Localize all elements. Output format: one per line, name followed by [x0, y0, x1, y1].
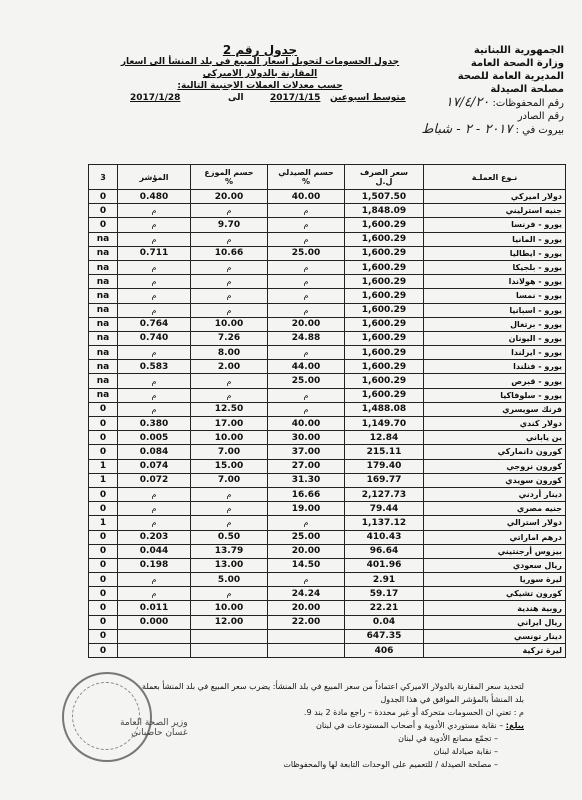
- row-distributor-discount: 7.26: [191, 331, 268, 345]
- row-index: 0.011: [118, 601, 191, 615]
- row-distributor-discount: م: [191, 232, 268, 246]
- row-left-value: na: [89, 289, 118, 303]
- row-left-value: na: [89, 360, 118, 374]
- row-index: م: [118, 374, 191, 388]
- row-left-value: 0: [89, 644, 118, 658]
- row-index: 0.074: [118, 459, 191, 473]
- row-left-value: na: [89, 275, 118, 289]
- row-currency: ليرة تركية: [424, 644, 566, 658]
- row-index: 0.072: [118, 473, 191, 487]
- row-left-value: 0: [89, 544, 118, 558]
- table-row: [89, 190, 566, 204]
- row-distributor-discount: 17.00: [191, 417, 268, 431]
- table-row: [89, 502, 566, 516]
- header-outgoing-number: رقم الصادر: [517, 111, 564, 122]
- row-index: [118, 644, 191, 658]
- row-distributor-discount: م: [191, 487, 268, 501]
- row-currency: درهم اماراتي: [424, 530, 566, 544]
- table-number: جدول رقم 2: [222, 43, 298, 57]
- row-distributor-discount: م: [191, 275, 268, 289]
- row-exchange-rate: 96.64: [345, 544, 424, 558]
- row-currency: كورون سويدي: [424, 473, 566, 487]
- row-left-value: 1: [89, 516, 118, 530]
- row-distributor-discount: 13.00: [191, 558, 268, 572]
- row-currency: روبية هندية: [424, 601, 566, 615]
- row-left-value: 0: [89, 573, 118, 587]
- ministry-header: [414, 44, 564, 137]
- row-pharmacist-discount: 25.00: [268, 246, 345, 260]
- row-currency: دولار كندي: [424, 417, 566, 431]
- header-currency: نـوع العملـة: [424, 165, 566, 190]
- title-subline: حسب معدلات العملات الاجنبية التالية:: [177, 81, 343, 91]
- row-left-value: 0: [89, 402, 118, 416]
- table-row: [89, 360, 566, 374]
- signature-title: وزير الصحة العامة: [120, 718, 188, 728]
- row-index: م: [118, 218, 191, 232]
- row-distributor-discount: م: [191, 289, 268, 303]
- row-exchange-rate: 1,848.09: [345, 204, 424, 218]
- table-row: [89, 573, 566, 587]
- row-currency: جنيه استرليني: [424, 204, 566, 218]
- row-pharmacist-discount: 24.24: [268, 587, 345, 601]
- row-distributor-discount: 0.50: [191, 530, 268, 544]
- row-index: 0.005: [118, 431, 191, 445]
- row-currency: دينار أردني: [424, 487, 566, 501]
- row-index: [118, 629, 191, 643]
- row-currency: يورو - ايرلندا: [424, 346, 566, 360]
- row-exchange-rate: 410.43: [345, 530, 424, 544]
- row-index: م: [118, 204, 191, 218]
- row-exchange-rate: 12.84: [345, 431, 424, 445]
- row-left-value: 1: [89, 473, 118, 487]
- row-currency: كورون نروجي: [424, 459, 566, 473]
- note-4: يبلغ: – نقابة مستوردي الأدوية و أصحاب المستودعات في لبنان: [315, 721, 524, 730]
- row-currency: يورو - برتغال: [424, 317, 566, 331]
- row-left-value: 0: [89, 587, 118, 601]
- row-pharmacist-discount: 31.30: [268, 473, 345, 487]
- row-distributor-discount: 13.79: [191, 544, 268, 558]
- signature-name: غسان حاصباني: [131, 728, 188, 738]
- row-left-value: 0: [89, 601, 118, 615]
- header-left-col: 3: [89, 165, 118, 190]
- table-row: [89, 232, 566, 246]
- row-currency: يورو - بلجيكا: [424, 260, 566, 274]
- row-left-value: 0: [89, 190, 118, 204]
- row-index: م: [118, 346, 191, 360]
- table-row: [89, 558, 566, 572]
- row-currency: كورون تشيكي: [424, 587, 566, 601]
- row-exchange-rate: 1,600.29: [345, 374, 424, 388]
- row-exchange-rate: 169.77: [345, 473, 424, 487]
- row-exchange-rate: 1,507.50: [345, 190, 424, 204]
- row-pharmacist-discount: 40.00: [268, 417, 345, 431]
- row-exchange-rate: 647.35: [345, 629, 424, 643]
- row-pharmacist-discount: 37.00: [268, 445, 345, 459]
- row-left-value: 0: [89, 204, 118, 218]
- row-index: م: [118, 303, 191, 317]
- row-distributor-discount: 20.00: [191, 190, 268, 204]
- row-currency: يورو - سلوفاكيا: [424, 388, 566, 402]
- row-exchange-rate: 1,488.08: [345, 402, 424, 416]
- row-pharmacist-discount: م: [268, 275, 345, 289]
- row-pharmacist-discount: م: [268, 303, 345, 317]
- row-currency: ريال سعودي: [424, 558, 566, 572]
- row-index: م: [118, 573, 191, 587]
- table-row: [89, 544, 566, 558]
- header-ministry: وزارة الصحة العامة: [470, 58, 564, 69]
- row-pharmacist-discount: 40.00: [268, 190, 345, 204]
- row-pharmacist-discount: 16.66: [268, 487, 345, 501]
- row-currency: ين ياباني: [424, 431, 566, 445]
- row-left-value: 0: [89, 431, 118, 445]
- header-index: المؤشر: [118, 165, 191, 190]
- row-pharmacist-discount: م: [268, 204, 345, 218]
- date-from: 2017/1/15: [270, 93, 321, 103]
- row-pharmacist-discount: 24.88: [268, 331, 345, 345]
- row-pharmacist-discount: م: [268, 402, 345, 416]
- row-index: م: [118, 275, 191, 289]
- row-currency: جنيه مصري: [424, 502, 566, 516]
- row-distributor-discount: 7.00: [191, 473, 268, 487]
- row-index: 0.380: [118, 417, 191, 431]
- row-exchange-rate: 1,149.70: [345, 417, 424, 431]
- row-left-value: 1: [89, 459, 118, 473]
- row-pharmacist-discount: م: [268, 232, 345, 246]
- header-exchange-rate: سعر الصرف ل.ل: [345, 165, 424, 190]
- table-row: [89, 218, 566, 232]
- row-currency: يورو - هولاندا: [424, 275, 566, 289]
- row-exchange-rate: 0.04: [345, 615, 424, 629]
- row-distributor-discount: 9.70: [191, 218, 268, 232]
- header-directorate: المديرية العامة للصحة: [457, 71, 564, 82]
- row-left-value: 0: [89, 530, 118, 544]
- row-exchange-rate: 1,600.29: [345, 388, 424, 402]
- row-exchange-rate: 1,600.29: [345, 246, 424, 260]
- row-left-value: 0: [89, 615, 118, 629]
- row-index: م: [118, 232, 191, 246]
- row-index: م: [118, 402, 191, 416]
- row-exchange-rate: 1,600.29: [345, 232, 424, 246]
- row-left-value: 0: [89, 558, 118, 572]
- row-currency: بيزوس أرجنتيني: [424, 544, 566, 558]
- table-row: [89, 473, 566, 487]
- row-index: 0.044: [118, 544, 191, 558]
- row-pharmacist-discount: 25.00: [268, 530, 345, 544]
- table-row: [89, 445, 566, 459]
- currency-discount-table: [88, 164, 566, 658]
- row-exchange-rate: 1,600.29: [345, 260, 424, 274]
- row-exchange-rate: 1,600.29: [345, 289, 424, 303]
- row-left-value: 0: [89, 218, 118, 232]
- average-label: متوسط اسبوعين: [330, 93, 406, 103]
- row-pharmacist-discount: م: [268, 388, 345, 402]
- row-exchange-rate: 59.17: [345, 587, 424, 601]
- row-exchange-rate: 401.96: [345, 558, 424, 572]
- table-row: [89, 331, 566, 345]
- row-exchange-rate: 1,600.29: [345, 275, 424, 289]
- row-distributor-discount: 10.66: [191, 246, 268, 260]
- row-distributor-discount: م: [191, 204, 268, 218]
- row-left-value: na: [89, 346, 118, 360]
- row-currency: كورون دانماركي: [424, 445, 566, 459]
- table-row: [89, 388, 566, 402]
- row-currency: يورو - قبرص: [424, 374, 566, 388]
- table-row: [89, 402, 566, 416]
- row-exchange-rate: 1,600.29: [345, 360, 424, 374]
- row-distributor-discount: م: [191, 374, 268, 388]
- table-row: [89, 530, 566, 544]
- table-row: [89, 317, 566, 331]
- row-pharmacist-discount: 14.50: [268, 558, 345, 572]
- row-distributor-discount: 8.00: [191, 346, 268, 360]
- row-index: 0.764: [118, 317, 191, 331]
- row-left-value: 0: [89, 487, 118, 501]
- signature-block: [120, 718, 188, 738]
- row-left-value: na: [89, 374, 118, 388]
- row-pharmacist-discount: 25.00: [268, 374, 345, 388]
- note-3: م : تعني ان الحسومات متحركة أو غير محددة – راجع مادة 2 بند 9.: [303, 708, 524, 717]
- row-index: م: [118, 502, 191, 516]
- date-to-label: الى: [228, 93, 244, 103]
- handwritten-date: ١٧/٤/٢٠: [445, 95, 490, 110]
- row-index: 0.480: [118, 190, 191, 204]
- row-distributor-discount: 10.00: [191, 317, 268, 331]
- row-index: م: [118, 516, 191, 530]
- title-description: جدول الحسومات لتحويل اسعار المبيع في بلد المنشأ الى اسعار المقارنة بالدولار الاميركي: [120, 57, 400, 79]
- row-pharmacist-discount: 44.00: [268, 360, 345, 374]
- row-exchange-rate: 179.40: [345, 459, 424, 473]
- row-index: 0.583: [118, 360, 191, 374]
- note-7: – مصلحة الصيدلة / للتعميم على الوحدات التابعة لها والمحفوظات: [283, 760, 498, 769]
- row-currency: يورو - المانيا: [424, 232, 566, 246]
- row-left-value: na: [89, 232, 118, 246]
- table-row: [89, 246, 566, 260]
- row-exchange-rate: 1,600.29: [345, 317, 424, 331]
- note-1: لتحديد سعر المقارنة بالدولار الاميركي اعتماداً من سعر المبيع في بلد المنشأ: يضرب سعر المبيع في بلد المنشأ بعملة: [142, 682, 524, 691]
- row-index: 0.000: [118, 615, 191, 629]
- row-index: 0.084: [118, 445, 191, 459]
- table-row: [89, 431, 566, 445]
- row-index: م: [118, 587, 191, 601]
- row-currency: ريال ايراني: [424, 615, 566, 629]
- row-exchange-rate: 1,600.29: [345, 331, 424, 345]
- table-row: [89, 487, 566, 501]
- table-row: [89, 417, 566, 431]
- row-currency: يورو - فنلندا: [424, 360, 566, 374]
- row-distributor-discount: 12.50: [191, 402, 268, 416]
- row-distributor-discount: 12.00: [191, 615, 268, 629]
- note-2: بلد المنشأ بالمؤشر الموافق في هذا الجدول: [380, 695, 524, 704]
- row-distributor-discount: 5.00: [191, 573, 268, 587]
- official-stamp-inner: [72, 682, 140, 750]
- row-left-value: 0: [89, 629, 118, 643]
- table-row: [89, 204, 566, 218]
- row-index: 0.203: [118, 530, 191, 544]
- row-currency: فرنك سويسري: [424, 402, 566, 416]
- header-pharmacist: حسم الصيدلي %: [268, 165, 345, 190]
- row-exchange-rate: 1,137.12: [345, 516, 424, 530]
- handwritten-date-2: ٢٠١٧ - ٢ - شباط: [421, 122, 513, 137]
- document-title: [120, 44, 400, 92]
- table-row: [89, 289, 566, 303]
- row-distributor-discount: م: [191, 502, 268, 516]
- row-pharmacist-discount: [268, 629, 345, 643]
- row-distributor-discount: م: [191, 260, 268, 274]
- row-index: 0.198: [118, 558, 191, 572]
- row-index: م: [118, 260, 191, 274]
- table-body: [89, 190, 566, 658]
- header-distributor: حسم الموزع %: [191, 165, 268, 190]
- row-currency: يورو - نمسا: [424, 289, 566, 303]
- row-pharmacist-discount: م: [268, 516, 345, 530]
- row-pharmacist-discount: 22.00: [268, 615, 345, 629]
- row-exchange-rate: 1,600.29: [345, 346, 424, 360]
- row-pharmacist-discount: 30.00: [268, 431, 345, 445]
- row-currency: دولار استرالي: [424, 516, 566, 530]
- row-distributor-discount: 2.00: [191, 360, 268, 374]
- table-row: [89, 260, 566, 274]
- row-index: م: [118, 487, 191, 501]
- row-left-value: na: [89, 260, 118, 274]
- table-row: [89, 516, 566, 530]
- row-distributor-discount: 10.00: [191, 601, 268, 615]
- row-exchange-rate: 2.91: [345, 573, 424, 587]
- row-distributor-discount: م: [191, 516, 268, 530]
- header-department: مصلحة الصيدلة: [490, 84, 564, 95]
- date-to: 2017/1/28: [130, 93, 181, 103]
- row-pharmacist-discount: 19.00: [268, 502, 345, 516]
- row-currency: يورو - اسبانيا: [424, 303, 566, 317]
- row-pharmacist-discount: م: [268, 289, 345, 303]
- row-left-value: na: [89, 388, 118, 402]
- header-beirut-date: بيروت في : ٢٠١٧ - ٢ - شباط: [421, 122, 564, 137]
- row-index: م: [118, 388, 191, 402]
- row-left-value: na: [89, 246, 118, 260]
- row-exchange-rate: 1,600.29: [345, 218, 424, 232]
- row-currency: دينار تونسي: [424, 629, 566, 643]
- row-exchange-rate: 406: [345, 644, 424, 658]
- row-currency: يورو - ايطاليا: [424, 246, 566, 260]
- row-pharmacist-discount: 20.00: [268, 601, 345, 615]
- row-left-value: na: [89, 317, 118, 331]
- row-distributor-discount: 10.00: [191, 431, 268, 445]
- row-pharmacist-discount: 20.00: [268, 544, 345, 558]
- table-row: [89, 303, 566, 317]
- row-currency: دولار اميركي: [424, 190, 566, 204]
- row-currency: ليرة سوريا: [424, 573, 566, 587]
- row-index: م: [118, 289, 191, 303]
- table-row: [89, 346, 566, 360]
- note-6: – نقابة صيادلة لبنان: [433, 747, 498, 756]
- row-exchange-rate: 22.21: [345, 601, 424, 615]
- table-header-row: [89, 165, 566, 190]
- table-row: [89, 275, 566, 289]
- row-left-value: na: [89, 303, 118, 317]
- row-pharmacist-discount: م: [268, 260, 345, 274]
- row-left-value: 0: [89, 445, 118, 459]
- row-currency: يورو - اليونان: [424, 331, 566, 345]
- row-pharmacist-discount: [268, 644, 345, 658]
- row-pharmacist-discount: 27.00: [268, 459, 345, 473]
- row-exchange-rate: 215.11: [345, 445, 424, 459]
- row-pharmacist-discount: م: [268, 573, 345, 587]
- row-left-value: na: [89, 331, 118, 345]
- row-pharmacist-discount: 20.00: [268, 317, 345, 331]
- row-left-value: 0: [89, 417, 118, 431]
- row-pharmacist-discount: م: [268, 218, 345, 232]
- row-distributor-discount: م: [191, 303, 268, 317]
- header-archive-number: رقم المحفوظات: ١٧/٤/٢٠: [445, 95, 564, 110]
- row-distributor-discount: 15.00: [191, 459, 268, 473]
- row-currency: يورو - فرنسا: [424, 218, 566, 232]
- row-pharmacist-discount: م: [268, 346, 345, 360]
- table-row: [89, 615, 566, 629]
- table-row: [89, 587, 566, 601]
- row-index: 0.711: [118, 246, 191, 260]
- table-row: [89, 644, 566, 658]
- row-exchange-rate: 1,600.29: [345, 303, 424, 317]
- row-index: 0.740: [118, 331, 191, 345]
- header-republic: الجمهورية اللبنانية: [473, 45, 564, 56]
- row-exchange-rate: 79.44: [345, 502, 424, 516]
- table-row: [89, 459, 566, 473]
- table-row: [89, 374, 566, 388]
- row-exchange-rate: 2,127.73: [345, 487, 424, 501]
- note-5: – تجمّع مصانع الأدوية في لبنان: [398, 734, 498, 743]
- table-row: [89, 601, 566, 615]
- row-distributor-discount: [191, 629, 268, 643]
- row-distributor-discount: [191, 644, 268, 658]
- row-distributor-discount: 7.00: [191, 445, 268, 459]
- row-distributor-discount: م: [191, 587, 268, 601]
- row-distributor-discount: م: [191, 388, 268, 402]
- table-row: [89, 629, 566, 643]
- row-left-value: 0: [89, 502, 118, 516]
